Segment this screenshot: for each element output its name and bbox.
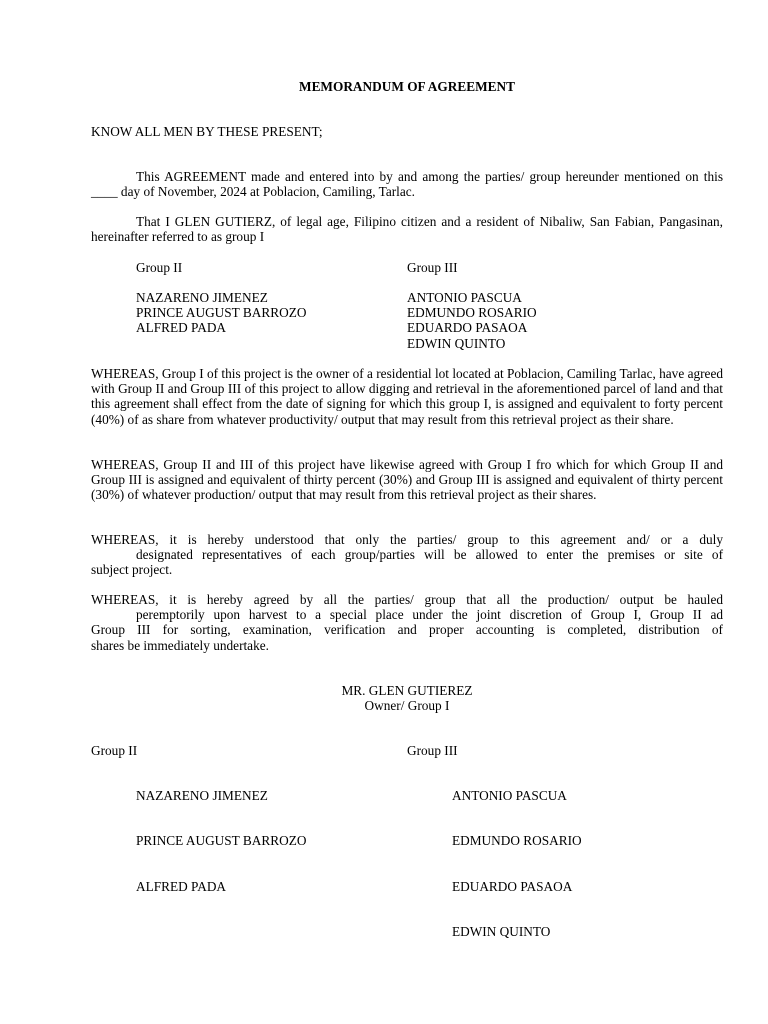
intro-paragraph: This AGREEMENT made and entered into by and among the parties/ group hereunder mentioned on this ____ day of November, 2024 at Poblacion, Camiling, Tarlac. — [91, 169, 723, 200]
list-item: EDWIN QUINTO — [407, 335, 506, 351]
whereas-clause-1: WHEREAS, Group I of this project is the owner of a residential lot located at Poblacion, Camiling Tarlac, have agreed with Group II and Group III of this project to allow digging and retrieval in the aforementioned parcel of land and that this agreement shall effect from the date of signing for which this group I, is assigned and equivalent to forty percent (40%) of as share from whatever productivity/ output that may result from this retrieval project as their share. — [91, 366, 723, 427]
whereas-clause-3 — [91, 532, 723, 578]
signatory-name: ALFRED PADA — [136, 879, 227, 894]
signatory-group-two-heading: Group II — [91, 743, 138, 758]
signatory-name: NAZARENO JIMENEZ — [136, 788, 268, 803]
list-item: EDMUNDO ROSARIO — [407, 305, 537, 321]
whereas-clause-4 — [91, 592, 723, 653]
signatory-group-three-heading: Group III — [407, 743, 458, 758]
group-two-member-list — [136, 290, 306, 336]
owner-signature-block — [91, 683, 723, 713]
whereas-clause-2: WHEREAS, Group II and III of this project have likewise agreed with Group I fro which for which Group II and Group III is assigned and equivalent of thirty percent (30%) and Group III is assigned and equivalent of thirty percent (30%) of whatever production/ output that may result from this retrieval project as their shares. — [91, 457, 723, 503]
clause-line: WHEREAS, it is hereby understood that only the parties/ group to this agreement and/ or a duly — [91, 532, 723, 547]
clause-line: peremptorily upon harvest to a special place under the joint discretion of Group I, Group II ad — [136, 607, 723, 623]
owner-name: MR. GLEN GUTIEREZ — [341, 683, 473, 698]
group-one-statement: That I GLEN GUTIERZ, of legal age, Filipino citizen and a resident of Nibaliw, San Fabian, Pangasinan, hereinafter referred to as group I — [91, 214, 723, 245]
signatory-name: EDMUNDO ROSARIO — [452, 833, 582, 848]
signatory-name: EDUARDO PASAOA — [452, 879, 573, 894]
list-item: EDUARDO PASAOA — [407, 320, 528, 336]
list-item: ANTONIO PASCUA — [407, 290, 522, 305]
list-item: ALFRED PADA — [136, 320, 227, 336]
group-three-member-list — [407, 290, 537, 351]
group-two-heading: Group II — [136, 260, 183, 275]
clause-line: Group III for sorting, examination, verification and proper accounting is completed, distribution of — [91, 622, 723, 638]
document-title: MEMORANDUM OF AGREEMENT — [299, 79, 515, 94]
clause-line: WHEREAS, it is hereby agreed by all the parties/ group that all the production/ output be hauled — [91, 592, 723, 607]
salutation: KNOW ALL MEN BY THESE PRESENT; — [91, 124, 323, 139]
list-item: PRINCE AUGUST BARROZO — [136, 305, 307, 321]
clause-line: shares be immediately undertake. — [91, 637, 269, 653]
group-three-heading: Group III — [407, 260, 458, 275]
signatory-name: PRINCE AUGUST BARROZO — [136, 833, 307, 848]
signatory-name: EDWIN QUINTO — [452, 924, 551, 939]
owner-role: Owner/ Group I — [364, 698, 450, 714]
clause-line: subject project. — [91, 562, 173, 578]
list-item: NAZARENO JIMENEZ — [136, 290, 268, 305]
clause-line: designated representatives of each group/parties will be allowed to enter the premises or site of — [136, 547, 723, 563]
signatory-name: ANTONIO PASCUA — [452, 788, 567, 803]
